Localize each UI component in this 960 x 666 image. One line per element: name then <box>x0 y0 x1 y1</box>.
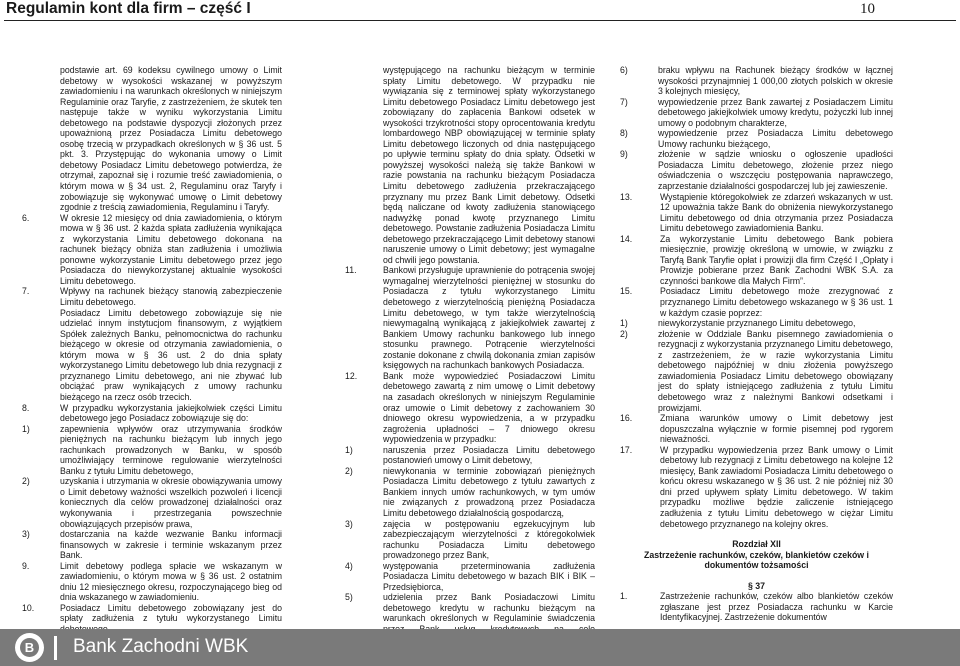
item-number: 8. <box>22 402 30 413</box>
list-item-11 <box>345 265 595 370</box>
item-text: Zastrzeżenie rachunków, czeków albo blankietów czeków zgłaszane jest przez Posiadacza rachunku w Karcie Identyfikacyjnej. Zastrzeżenie dokumentów <box>660 591 893 623</box>
bank-logo-icon <box>15 633 44 662</box>
item-number: 13. <box>620 191 633 202</box>
sub-item-number: 3) <box>345 518 353 529</box>
item-number: 7. <box>22 286 30 297</box>
sub-item-text: niewykonania w terminie zobowiązań pieniężnych Posiadacza Limitu debetowego z tytułu zawartych z Bankiem innych umów rachunkowych, w tym umów nie związanych z prowadzoną przez Posiadacza Limitu debetowego działalnością gospodarczą, <box>383 465 595 518</box>
page-header <box>0 0 960 42</box>
list-item-17 <box>620 445 893 529</box>
item-text: Wpływy na rachunek bieżący stanowią zabezpieczenie Limitu debetowego. <box>60 286 282 308</box>
sub-item-number: 1) <box>345 444 353 455</box>
list-item-12 <box>345 371 595 445</box>
item-text: Posiadacz Limitu debetowego może zrezygnować z przyznanego Limitu debetowego wskazanego w § 36 ust. 1 w każdym czasie poprzez: <box>660 286 893 318</box>
sub-item-text: naruszenia przez Posiadacza Limitu debetowego postanowień umowy o Limit debetowy, <box>383 444 595 466</box>
footer-bar <box>0 629 960 666</box>
item-number: 9. <box>22 560 30 571</box>
sub-item-number: 2) <box>345 465 353 476</box>
sub-item-number: 4) <box>345 560 353 571</box>
list-item-13 <box>620 192 893 234</box>
sub-item-text: złożenie w sądzie wniosku o ogłoszenie upadłości Posiadacza Limitu debetowego, złożenie przez niego oświadczenia o wszczęciu postępowania naprawczego, zaprzestanie działalności gospodarczej lub jej zawieszenie. <box>658 149 893 192</box>
page-number: 10 <box>860 1 875 17</box>
item-text: Za wykorzystanie Limitu debetowego Bank pobiera miesięcznie, prowizję określoną w umowie, w związku z Taryfą Bank Taryfie opłat i prowizji dla firm Część I „Opłaty i Prowizje pobierane przez Bank Zachodni WBK S.A. za czynności bankowe dla Małych Firm”. <box>660 233 893 286</box>
chapter-heading: Rozdział XII <box>732 539 781 550</box>
item-text: W okresie 12 miesięcy od dnia zawiadomienia, o którym mowa w § 36 ust. 2 każda spłata zadłużenia wynikająca z wykorzystania Limitu debetowego dokonana na rachunek bieżący obniża stan zadłużenia i umożliwia ponowne wykorzystanie Limitu debetowego przez jego Posiadacza do niewykorzystanej aktualnie wysokości Limitu debetowego. <box>60 212 282 286</box>
sub-item-1 <box>620 318 893 329</box>
paragraph-mark: § 37 <box>747 580 766 591</box>
sub-item-number: 7) <box>620 96 628 107</box>
sub-item-text: uzyskania i utrzymania w okresie obowiązywania umowy o Limit debetowy ważności wszelkich pozwoleń i licencji koniecznych dla celów prowadzonej działalności oraz wykonywania i przestrzegania powszechnie obowiązujących przepisów prawa, <box>60 476 282 529</box>
spacer <box>620 571 893 581</box>
sub-item-7 <box>620 97 893 129</box>
logo-inner <box>20 638 39 657</box>
item-number: 11. <box>345 265 357 276</box>
sub-item-8 <box>620 128 893 149</box>
list-item-9 <box>22 561 282 603</box>
sub-item-number: 5) <box>345 592 353 603</box>
item-number: 12. <box>345 370 358 381</box>
header-divider <box>4 20 956 21</box>
sub-item-number: 9) <box>620 149 628 160</box>
sub-item-2 <box>22 476 282 529</box>
text-column-2 <box>345 65 595 645</box>
sub-item-number: 1) <box>620 318 628 329</box>
item-number: 16. <box>620 413 633 424</box>
item-text: W przypadku wypowiedzenia przez Bank umowy o Limit debetowy lub rezygnacji z Limitu debetowego na kolejne 12 miesięcy, Bank zawiadomi Posiadacza Limitu debetowego o końcu okresu wskazanego w § 36 ust. 2 nie później niż 30 dni przed upływem spłaty Limitu debetowego. W takim przypadku możliwe będzie zaliczenie istniejącego zadłużenia z tytułu Limitu debetowego w ciężar Limitu debetowego przyznanego na kolejny okres. <box>660 444 893 529</box>
sub-item-text: udzielenia przez Bank Posiadaczowi Limitu debetowego kredytu w rachunku bieżącym na warunkach określonych w Regulaminie świadczenia <box>383 592 595 624</box>
paragraph-continuation: występującego na rachunku bieżącym w terminie spłaty Limitu debetowego. W przypadku nie wywiązania się z terminowej spłaty wykorzystanego Limitu debetowego Posiadacz Limitu debetowego jest zobowiązany do zapłacenia Bankowi odsetek w wysokości trzykrotności stopy oprocentowania kredytu lombardowego NBP obowiązującej w terminie spłaty Limitu debetowego liczonych od dnia następującego po upływie terminu spłaty do dnia spłaty. Odsetki w powyższej wysokości należą się także Bankowi w razie powstania na rachunku bieżącym Posiadacza Limitu debetowego zadłużenia przekraczającego przyznany mu przez Bank Limit debetowy. Odsetki będą naliczane od kwoty zadłużenia stanowiącego nadwyżkę ponad kwotę przyznanego Limitu debetowego. Powstanie zadłużenia Posiadacza Limitu debetowego przekraczającego Limit debetowy stanowi naruszenie umowy o Limit debetowy; jest wymagalne od chwili jego powstania. <box>383 65 595 265</box>
sub-item-9 <box>620 149 893 191</box>
item-number: 10. <box>22 602 35 613</box>
list-item-6 <box>22 213 282 287</box>
item-number: 6. <box>22 212 30 223</box>
sub-item-text: zajęcia w postępowaniu egzekucyjnym lub zabezpieczającym wierzytelności z któregokolwiek rachunku Posiadacza Limitu debetowego prowadzonego przez Bank, <box>383 518 595 561</box>
chapter-title: Zastrzeżenie rachunków, czeków, blankietów czeków i dokumentów tożsamości <box>644 549 869 571</box>
sub-item-text: wypowiedzenie przez Posiadacza Limitu debetowego Umowy rachunku bieżącego, <box>658 128 893 149</box>
spacer <box>620 529 893 539</box>
item-text: Zmiana warunków umowy o Limit debetowy jest dopuszczalna wyłącznie w formie pisemnej pod rygorem nieważności. <box>660 413 893 445</box>
sub-item-text: zapewnienia wpływów oraz utrzymywania środków pieniężnych na rachunku bieżącym lub innych jego rachunkach prowadzonych w Banku, w sposób umożliwiający terminowe regulowanie wierzytelności Banku z tytułu Limitu debetowego, <box>60 423 282 476</box>
sub-item-text: dostarczania na każde wezwanie Banku informacji finansowych w zakresie i terminie wskazanym przez Bank. <box>60 529 282 561</box>
item-text: Bankowi przysługuje uprawnienie do potrącenia swojej wymagalnej wierzytelności pieniężnej w stosunku do Posiadacza z tytułu wykorzystanego Limitu debetowego z wierzytelnością pieniężną Posiadacza Limitu debetowego, w tym także wierzytelnością niewymagalną wynikającą z jakiejkolwiek zawartej z Bankiem Umowy rachunku bankowego lub innego stosunku prawnego. Potrącenie wierzytelności zostanie dokonane z chwilą dokonania zmian zapisów księgowych na rachunkach bankowych Posiadacza. <box>383 265 595 371</box>
item-text: Bank może wypowiedzieć Posiadaczowi Limitu debetowego zawartą z nim umowę o Limit debetowy na zasadach określonych w niniejszym Regulaminie oraz umowie o Limit debetowy z zachowaniem 30 dniowego okresu wypowiedzenia, a w przypadku zagrożenia upładności – 7 dniowego okresu wypowiedzenia w przypadku: <box>383 370 595 445</box>
sub-item-3 <box>22 529 282 561</box>
sub-item-text: braku wpływu na Rachunek bieżący środków w łącznej wysokości przynajmniej 1 000,00 złotych polskich w okresie 3 kolejnych miesięcy, <box>658 65 893 97</box>
item-number: 1. <box>620 591 628 602</box>
list-item-8 <box>22 403 282 424</box>
sub-item-text: złożenie w Oddziale Banku pisemnego zawiadomienia o rezygnacji z wykorzystania przyznanego Limitu debetowego, z zastrzeżeniem, że w razie wykorzystania Limitu debetowego najpóźniej w dniu złożenia powyższego zawiadomienia Posiadacz Limitu debetowego obowiązany jest do spłaty istniejącego zadłużenia z tytułu Limitu debetowego wraz z należnymi Bankowi odsetkami i prowizjami. <box>658 328 893 413</box>
list-item-1 <box>620 591 893 623</box>
sub-item-2 <box>345 466 595 519</box>
sub-item-number: 1) <box>22 423 30 434</box>
item-text: Wystąpienie któregokolwiek ze zdarzeń wskazanych w ust. 12 upoważnia także Bank do obniżenia niewykorzystanego Limitu debetowego od dnia otrzymania przez Posiadacza Limitu debetowego zawiadomienia Banku. <box>660 191 893 234</box>
sub-item-text: niewykorzystanie przyznanego Limitu debetowego, <box>658 318 856 329</box>
text-column-1 <box>22 65 282 635</box>
paragraph-continuation: podstawie art. 69 kodeksu cywilnego umowy o Limit debetowy w wysokości wskazanej w powyższym zawiadomieniu i na warunkach określonych w niniejszym Regulaminie oraz Taryfie, z zastrzeżeniem, że skutek ten następuje także w wyniku wykorzystania Limitu debetowego na podstawie dyspozycji złożonych przez upoważnioną przez Posiadacza Limitu debetowego osobę trzecią w przypadkach określonych w § 36 ust. 5 pkt. 3. Przystępując do wykonania umowy o Limit debetowy Posiadacz Limitu debetowego potwierdza, że otrzymał, zapoznał się i rozumie treść zawiadomienia, o którym mowa w § 34 ust. 2, Regulaminu oraz Taryfy i zobowiązuje się wykonywać umowę o Limit debetowy zgodnie z treścią zawiadomienia, Regulaminu i Taryfy. <box>60 65 282 213</box>
paragraph: Posiadacz Limitu debetowego zobowiązuje się nie udzielać innym instytucjom finansowym, z wyjątkiem Spółek zależnych Banku, pełnomocnictwa do rachunku bieżącego w okresie od otrzymania zawiadomienia, o którym mowa w § 36 ust. 2 do dnia spłaty wykorzystanego Limitu debetowego lub dnia rezygnacji z przyznanego Limitu debetowego, ani nie zbywać lub obciążać praw wynikających z umowy rachunku bieżącego na rzecz osób trzecich. <box>60 307 282 402</box>
sub-item-text: wypowiedzenie przez Bank zawartej z Posiadaczem Limitu debetowego jakiejkolwiek umowy kredytu, pożyczki lub innej umowy o podobnym charakterze, <box>658 96 893 128</box>
sub-item-number: 6) <box>620 65 628 75</box>
divider-bar <box>54 636 57 660</box>
item-number: 15. <box>620 286 633 297</box>
brand-name: Bank Zachodni WBK <box>73 636 249 657</box>
item-text: Posiadacz Limitu debetowego zobowiązany jest do spłaty zadłużenia z tytułu wykorzystanego Limitu <box>60 602 282 624</box>
sub-item-number: 2) <box>22 476 30 487</box>
sub-item-1 <box>345 445 595 466</box>
list-item-14 <box>620 234 893 287</box>
sub-item-2 <box>620 329 893 413</box>
list-item-15 <box>620 286 893 318</box>
sub-item-6 <box>620 65 893 97</box>
list-item-16 <box>620 413 893 445</box>
item-number: 14. <box>620 233 633 244</box>
list-item-7 <box>22 286 282 307</box>
sub-item-text: występowania przeterminowania zadłużenia Posiadacza Limitu debetowego w bazach BIK i BIK – Przedsiębiorca, <box>383 560 595 592</box>
logo-mark: B <box>24 640 35 655</box>
sub-item-1 <box>22 424 282 477</box>
sub-item-number: 8) <box>620 128 628 139</box>
item-number: 17. <box>620 444 633 455</box>
text-column-3 <box>620 65 893 623</box>
sub-item-number: 2) <box>620 328 628 339</box>
sub-item-4 <box>345 561 595 593</box>
document-title: Regulamin kont dla firm – część I <box>6 0 251 17</box>
sub-item-3 <box>345 519 595 561</box>
sub-item-number: 3) <box>22 529 30 540</box>
item-text: Limit debetowy podlega spłacie we wskazanym w zawiadomieniu, o którym mowa w § 36 ust. 2 ostatnim dniu 12 miesięcznego okresu, rozpoczynającego bieg od dnia wskazanego w zawiadomieniu. <box>60 560 282 603</box>
item-text: W przypadku wykorzystania jakiejkolwiek części Limitu debetowego jego Posiadacz zobowiązuje się do: <box>60 402 282 424</box>
